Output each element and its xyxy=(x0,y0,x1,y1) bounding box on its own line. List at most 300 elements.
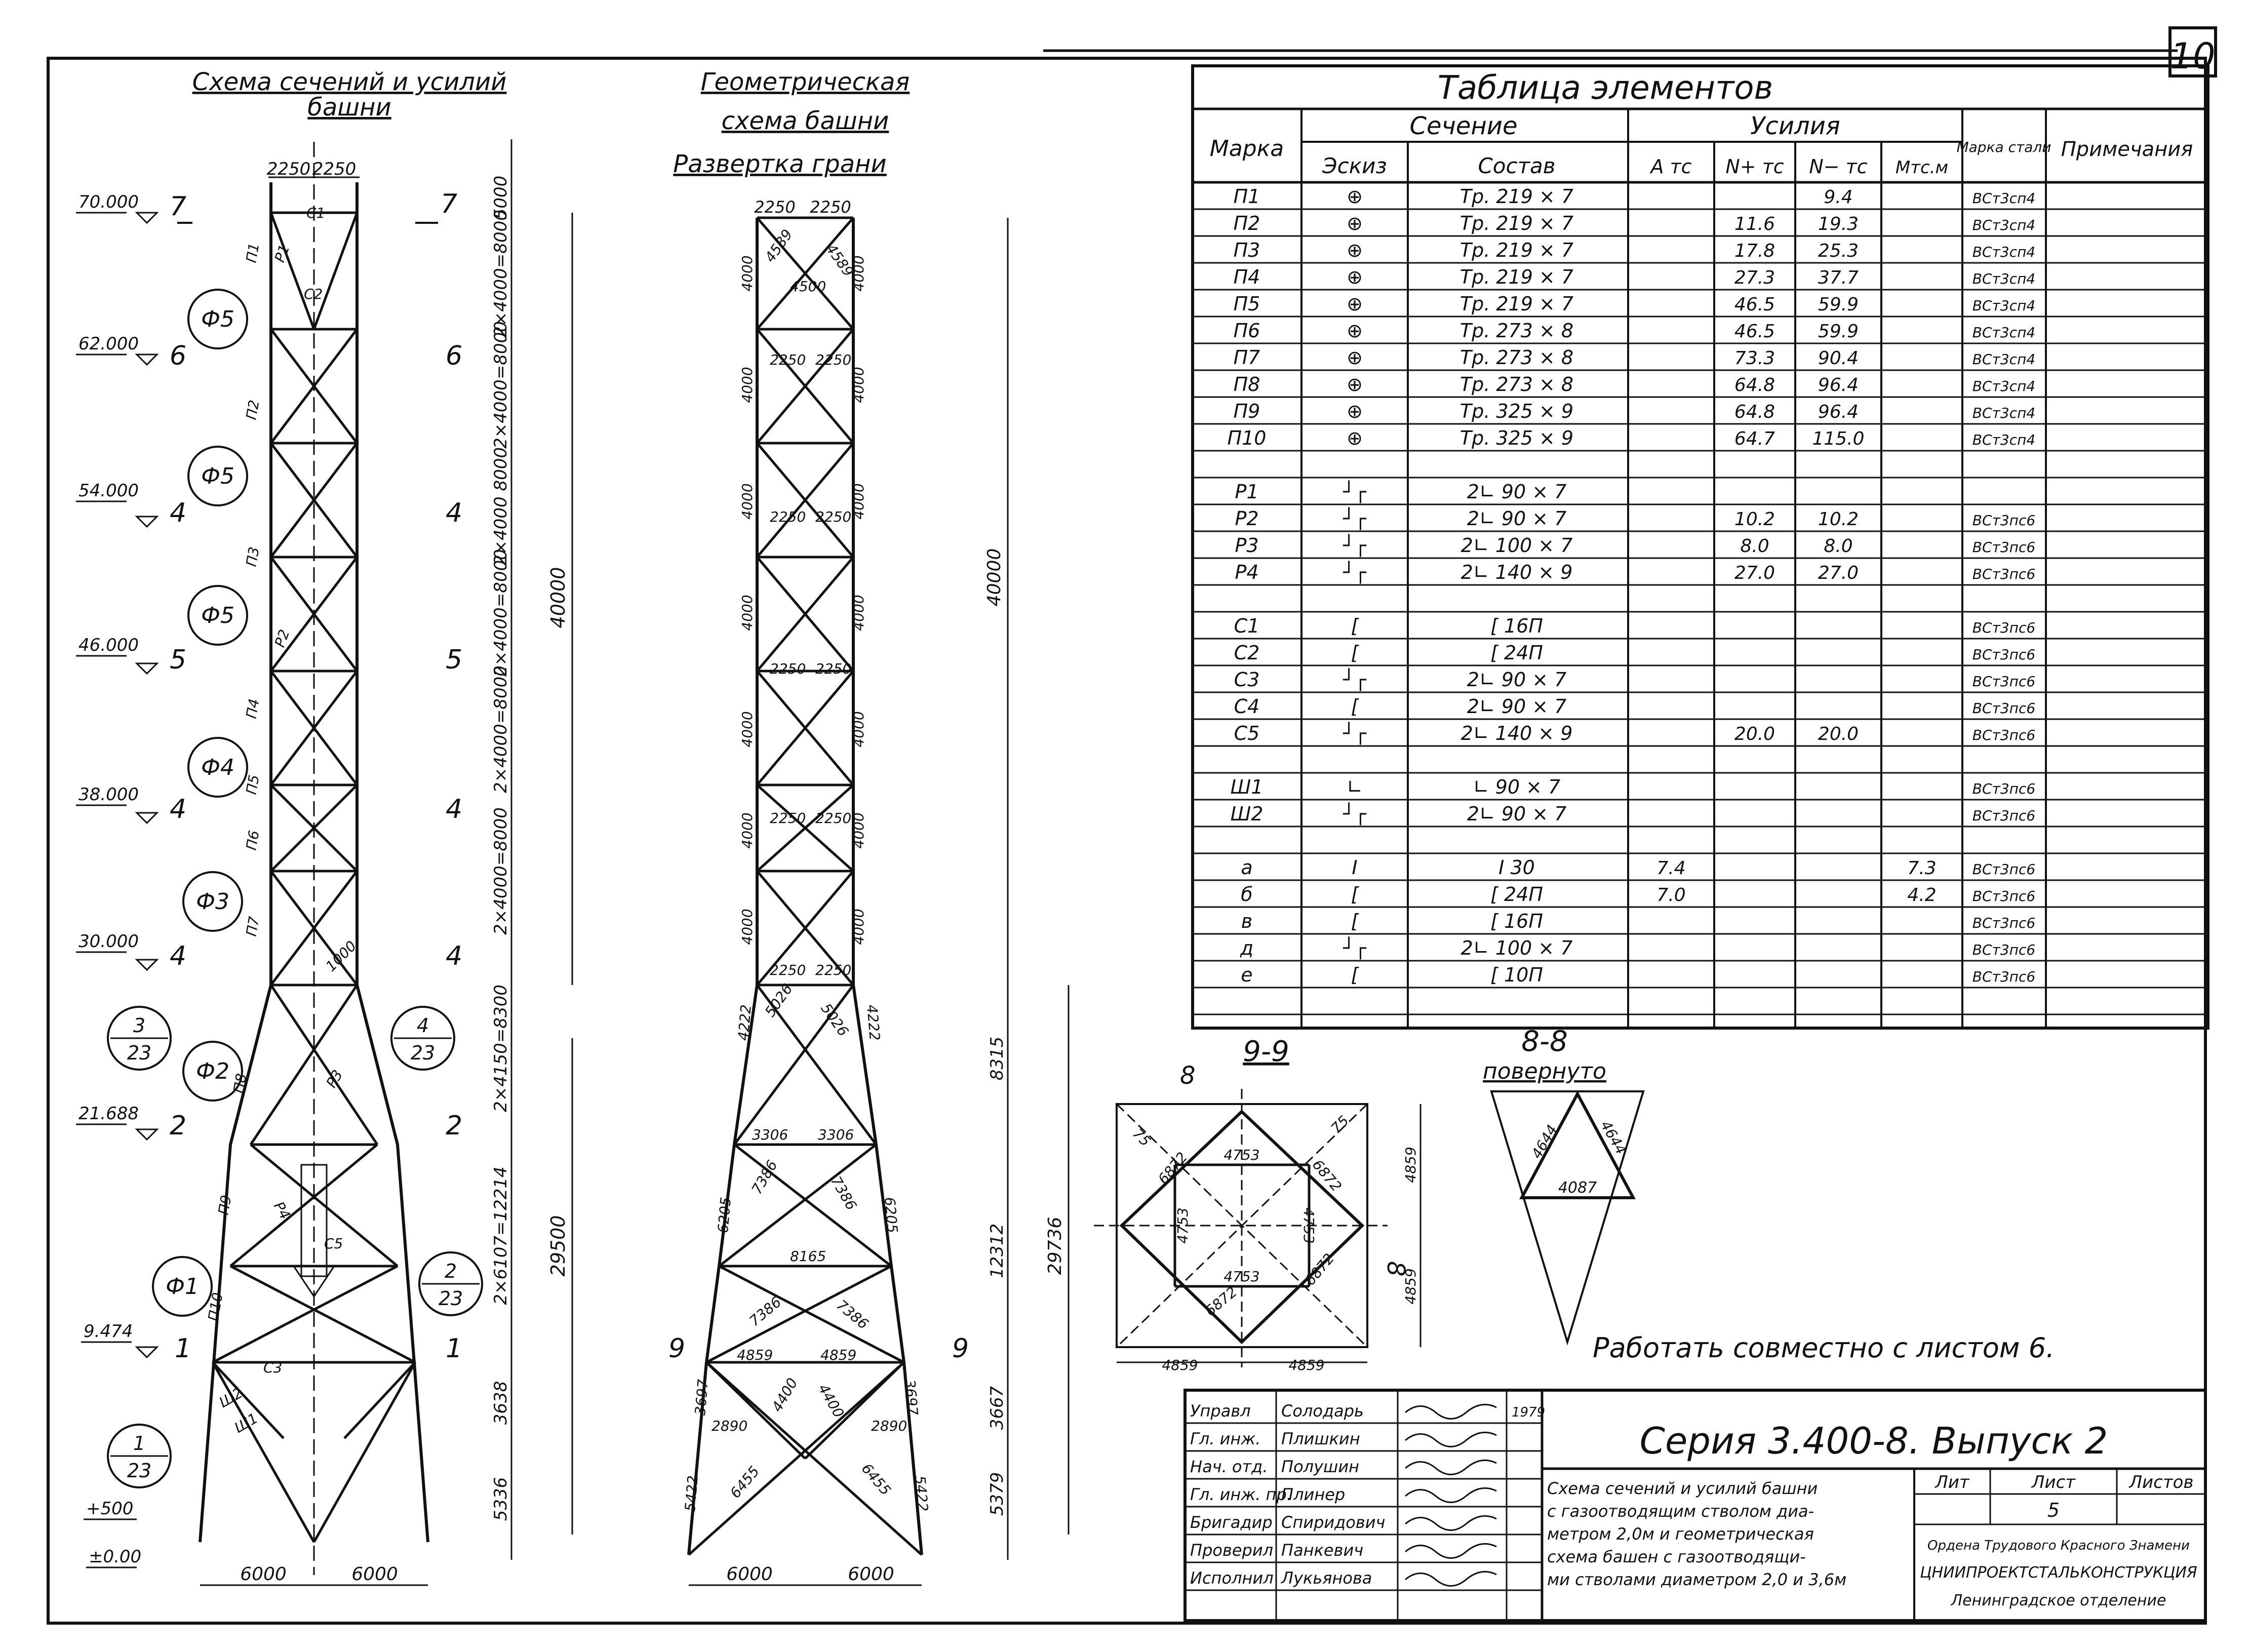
table-cell-n1: 73.3 xyxy=(1734,348,1775,369)
svg-text:3638: 3638 xyxy=(491,1381,511,1425)
table-cell-mark: П2 xyxy=(1233,212,1260,234)
total-dim-40000: 40000 xyxy=(547,567,569,628)
stamp-role: Гл. инж. xyxy=(1190,1429,1261,1448)
svg-text:2890: 2890 xyxy=(871,1418,907,1434)
phi-circles xyxy=(153,290,247,1316)
svg-text:3697: 3697 xyxy=(901,1379,922,1417)
svg-text:4: 4 xyxy=(170,498,187,528)
svg-text:ми стволами диаметром 2,0 и 3,: ми стволами диаметром 2,0 и 3,6м xyxy=(1547,1570,1847,1589)
svg-text:Р2: Р2 xyxy=(271,627,293,650)
table-cell-sketch: ⊕ xyxy=(1347,346,1363,369)
geo-title-line3: Развертка грани xyxy=(673,150,887,178)
table-cell-comp: 2∟ 90 × 7 xyxy=(1467,803,1567,825)
level-markers xyxy=(76,191,192,1567)
table-cell-n2: 10.2 xyxy=(1818,509,1859,530)
svg-text:4753: 4753 xyxy=(1174,1207,1191,1244)
svg-text:5: 5 xyxy=(170,645,187,675)
svg-text:4000: 4000 xyxy=(739,483,756,520)
svg-text:2250: 2250 xyxy=(754,198,796,217)
total-dim-29500: 29500 xyxy=(547,1215,569,1277)
element-labels xyxy=(205,205,360,1436)
svg-text:2×4000=8000: 2×4000=8000 xyxy=(491,210,511,337)
table-cell-sketch: I xyxy=(1352,856,1358,879)
table-cell-n2: 37.7 xyxy=(1818,267,1859,288)
svg-text:Ф5: Ф5 xyxy=(201,306,234,332)
svg-text:1: 1 xyxy=(133,1432,146,1454)
table-cell-comp: Тр. 325 × 9 xyxy=(1459,427,1574,449)
table-cell-n1: 20.0 xyxy=(1734,724,1775,744)
level-62: 62.000 xyxy=(78,334,139,354)
table-cell-comp: 2∟ 100 × 7 xyxy=(1460,534,1573,557)
svg-text:40000: 40000 xyxy=(984,548,1005,607)
section-9-9 xyxy=(1094,1035,1420,1373)
table-cell-sketch: ⊕ xyxy=(1347,427,1363,449)
svg-text:Эскиз: Эскиз xyxy=(1322,153,1387,178)
level-54: 54.000 xyxy=(78,481,139,501)
svg-text:Марка стали: Марка стали xyxy=(1956,139,2051,155)
stamp-name: Полушин xyxy=(1281,1457,1360,1476)
svg-text:29736: 29736 xyxy=(1045,1216,1065,1275)
svg-text:23: 23 xyxy=(127,1460,152,1482)
table-cell-n1: 11.6 xyxy=(1734,214,1775,234)
svg-text:7386: 7386 xyxy=(833,1296,872,1333)
table-cell-steel: ВСт3пс6 xyxy=(1972,941,2036,958)
table-cell-comp: Тр. 219 × 7 xyxy=(1459,266,1574,288)
svg-text:Ф1: Ф1 xyxy=(166,1274,199,1300)
svg-text:Ф3: Ф3 xyxy=(196,889,229,915)
table-cell-mark: П7 xyxy=(1233,346,1260,369)
svg-text:23: 23 xyxy=(438,1287,463,1310)
table-cell-sketch: [ xyxy=(1351,910,1359,932)
table-cell-mark: Р4 xyxy=(1235,561,1259,583)
svg-text:6205: 6205 xyxy=(881,1196,901,1234)
table-cell-steel: ВСт3пс6 xyxy=(1972,780,2036,797)
svg-text:А тс: А тс xyxy=(1650,155,1692,178)
table-cell-comp: Тр. 219 × 7 xyxy=(1459,185,1574,208)
svg-text:2×4000=8000: 2×4000=8000 xyxy=(491,665,511,793)
svg-text:Ф5: Ф5 xyxy=(201,463,234,489)
left-bottom-dim-1: 6000 xyxy=(240,1564,287,1585)
svg-text:1: 1 xyxy=(175,1333,192,1364)
table-cell-comp: [ 24П xyxy=(1490,883,1543,906)
table-cell-sketch: [ xyxy=(1351,964,1359,986)
svg-text:6872: 6872 xyxy=(1301,1250,1338,1289)
svg-text:4859: 4859 xyxy=(1402,1268,1419,1305)
table-cell-comp: [ 16П xyxy=(1490,910,1543,932)
table-cell-n1: 10.2 xyxy=(1734,509,1775,530)
table-cell-n2: 59.9 xyxy=(1818,294,1859,315)
svg-text:4000: 4000 xyxy=(739,367,756,403)
svg-text:2250: 2250 xyxy=(815,810,852,827)
table-cell-mark: в xyxy=(1241,910,1253,932)
svg-text:Ш1: Ш1 xyxy=(231,1409,261,1437)
table-cell-steel: ВСт3пс6 xyxy=(1972,646,2036,663)
svg-text:N+ тс: N+ тс xyxy=(1725,155,1784,178)
stamp-name: Плинер xyxy=(1281,1485,1346,1504)
level-21: 21.688 xyxy=(78,1104,139,1124)
table-cell-steel: ВСт3сп4 xyxy=(1972,244,2036,260)
svg-text:П2: П2 xyxy=(243,399,263,421)
svg-text:5026: 5026 xyxy=(761,980,796,1020)
svg-text:2250: 2250 xyxy=(770,351,806,368)
svg-text:5336: 5336 xyxy=(491,1477,511,1521)
svg-text:4753: 4753 xyxy=(1223,1268,1260,1285)
section-8-8 xyxy=(1483,1025,1643,1342)
svg-text:7386: 7386 xyxy=(748,1157,781,1197)
svg-text:6455: 6455 xyxy=(858,1460,894,1499)
table-cell-n1: 17.8 xyxy=(1734,241,1775,261)
svg-text:3: 3 xyxy=(133,1014,146,1037)
svg-text:повернуто: повернуто xyxy=(1483,1058,1606,1084)
svg-text:4753: 4753 xyxy=(1223,1147,1260,1163)
svg-text:2250: 2250 xyxy=(815,508,852,525)
table-cell-m: 7.3 xyxy=(1907,858,1937,879)
svg-text:3306: 3306 xyxy=(818,1126,854,1143)
table-cell-mark: Ш2 xyxy=(1230,803,1264,825)
svg-text:Лист: Лист xyxy=(2031,1472,2076,1492)
table-cell-sketch: ⊕ xyxy=(1347,239,1363,261)
svg-text:6455: 6455 xyxy=(727,1463,763,1502)
svg-text:5379: 5379 xyxy=(987,1472,1007,1516)
stamp-name: Спиридович xyxy=(1281,1513,1386,1532)
svg-text:4753: 4753 xyxy=(1300,1207,1317,1244)
signature-mark xyxy=(1405,1516,1496,1530)
svg-text:7386: 7386 xyxy=(827,1173,860,1213)
svg-text:2×4150=8300: 2×4150=8300 xyxy=(491,985,511,1112)
table-cell-mark: П9 xyxy=(1233,400,1260,422)
svg-text:2250: 2250 xyxy=(770,660,806,677)
segment-dims xyxy=(491,176,511,1521)
signature-mark xyxy=(1405,1460,1496,1474)
stamp-role: Проверил xyxy=(1190,1541,1274,1560)
svg-text:N− тс: N− тс xyxy=(1809,155,1868,178)
table-cell-sketch: ⊕ xyxy=(1347,373,1363,396)
table-cell-comp: Тр. 325 × 9 xyxy=(1459,400,1574,422)
level-46: 46.000 xyxy=(78,635,139,655)
svg-text:4859: 4859 xyxy=(820,1347,857,1363)
svg-text:4: 4 xyxy=(170,941,187,971)
table-cell-steel: ВСт3пс6 xyxy=(1972,888,2036,904)
table-cell-m: 4.2 xyxy=(1907,885,1937,906)
table-cell-sketch: ⊕ xyxy=(1347,400,1363,422)
svg-text:2250: 2250 xyxy=(815,962,852,978)
svg-text:Ш2: Ш2 xyxy=(216,1384,246,1411)
table-cell-steel: ВСт3сп4 xyxy=(1972,431,2036,448)
table-cell-n1: 64.8 xyxy=(1734,402,1775,422)
table-cell-sketch: [ xyxy=(1351,642,1359,664)
table-cell-mark: П6 xyxy=(1233,320,1260,342)
svg-text:Р4: Р4 xyxy=(270,1199,294,1223)
table-cell-steel: ВСт3пс6 xyxy=(1972,727,2036,743)
table-cell-mark: д xyxy=(1240,937,1254,959)
svg-text:23: 23 xyxy=(410,1042,436,1064)
level-500: +500 xyxy=(86,1499,134,1519)
table-title: Таблица элементов xyxy=(1437,69,1773,107)
table-cell-comp: I 30 xyxy=(1498,856,1535,879)
table-cell-n1: 8.0 xyxy=(1740,536,1769,557)
stamp-name: Панкевич xyxy=(1281,1541,1364,1560)
table-cell-mark: П8 xyxy=(1233,373,1260,396)
svg-text:4: 4 xyxy=(446,498,463,528)
stamp-role: Нач. отд. xyxy=(1190,1457,1268,1476)
svg-text:4000: 4000 xyxy=(739,595,756,631)
svg-text:2: 2 xyxy=(444,1260,457,1282)
left-scheme xyxy=(76,68,572,1585)
svg-text:6000: 6000 xyxy=(848,1564,894,1585)
svg-text:5: 5 xyxy=(446,645,463,675)
svg-text:6000: 6000 xyxy=(726,1564,773,1585)
table-cell-steel: ВСт3пс6 xyxy=(1972,673,2036,690)
stamp-role: Исполнил xyxy=(1190,1568,1274,1588)
svg-text:5000: 5000 xyxy=(491,175,511,220)
table-cell-n2: 27.0 xyxy=(1818,563,1859,583)
table-cell-n2: 90.4 xyxy=(1818,348,1859,369)
svg-text:2890: 2890 xyxy=(712,1418,748,1434)
svg-text:Сечение: Сечение xyxy=(1409,112,1518,140)
svg-text:4500: 4500 xyxy=(790,278,826,295)
note-text: Работать совместно с листом 6. xyxy=(1593,1332,2055,1364)
series: Серия 3.400-8. Выпуск 2 xyxy=(1639,1420,2108,1462)
svg-text:С5: С5 xyxy=(324,1235,343,1252)
table-cell-mark: П5 xyxy=(1233,293,1260,315)
table-cell-n2: 25.3 xyxy=(1818,241,1859,261)
table-cell-steel: ВСт3пс6 xyxy=(1972,619,2036,636)
svg-text:Ленинградское отделение: Ленинградское отделение xyxy=(1951,1592,2166,1609)
table-cell-comp: 2∟ 90 × 7 xyxy=(1467,695,1567,718)
table-cell-steel: ВСт3сп4 xyxy=(1972,324,2036,341)
svg-text:8: 8 xyxy=(1381,1261,1410,1277)
svg-text:4000: 4000 xyxy=(739,255,756,292)
table-cell-steel: ВСт3сп4 xyxy=(1972,217,2036,233)
svg-text:схема башен с газоотводящи-: схема башен с газоотводящи- xyxy=(1547,1547,1806,1566)
table-cell-steel: ВСт3сп4 xyxy=(1972,190,2036,207)
table-cell-sketch: ┘┌ xyxy=(1343,507,1366,530)
svg-text:П10: П10 xyxy=(205,1291,226,1323)
svg-text:8: 8 xyxy=(1180,1061,1196,1090)
svg-text:П7: П7 xyxy=(243,915,263,938)
elements-table xyxy=(1193,66,2208,1028)
table-cell-mark: а xyxy=(1241,856,1253,879)
svg-text:2×4000=8000: 2×4000=8000 xyxy=(491,321,511,449)
svg-text:4222: 4222 xyxy=(863,1004,884,1042)
svg-text:6872: 6872 xyxy=(1202,1283,1241,1320)
table-cell-sketch: ∟ xyxy=(1347,776,1363,798)
table-cell-n2: 115.0 xyxy=(1812,428,1865,449)
sheet-number: 10 xyxy=(2170,35,2216,77)
svg-text:П5: П5 xyxy=(243,773,263,796)
left-title-line2: башни xyxy=(307,93,391,122)
table-cell-comp: [ 10П xyxy=(1490,964,1543,986)
geo-title-line2: схема башни xyxy=(721,107,889,135)
table-cell-mark: б xyxy=(1241,883,1253,906)
table-cell-mark: Р1 xyxy=(1235,481,1259,503)
svg-text:С3: С3 xyxy=(263,1359,283,1376)
svg-text:4000: 4000 xyxy=(850,483,867,520)
table-cell-mark: П4 xyxy=(1233,266,1260,288)
svg-text:4: 4 xyxy=(446,794,463,824)
svg-text:Р3: Р3 xyxy=(323,1067,346,1091)
table-cell-n2: 8.0 xyxy=(1824,536,1853,557)
table-cell-sketch: ⊕ xyxy=(1347,185,1363,208)
table-cell-n2: 96.4 xyxy=(1818,375,1859,396)
table-cell-mark: П10 xyxy=(1227,427,1267,449)
svg-text:4000: 4000 xyxy=(850,812,867,849)
table-cell-n1: 64.7 xyxy=(1734,428,1775,449)
level-38: 38.000 xyxy=(78,784,139,805)
table-cell-steel: ВСт3пс6 xyxy=(1972,807,2036,824)
svg-text:Ф5: Ф5 xyxy=(201,603,234,628)
svg-text:2250: 2250 xyxy=(810,198,851,217)
svg-text:2×4000=8000: 2×4000=8000 xyxy=(491,807,511,935)
svg-text:6: 6 xyxy=(446,341,463,371)
table-cell-steel: ВСт3пс6 xyxy=(1972,861,2036,878)
svg-text:8165: 8165 xyxy=(790,1248,826,1265)
svg-text:3306: 3306 xyxy=(752,1126,788,1143)
svg-text:П3: П3 xyxy=(243,545,263,568)
svg-text:9: 9 xyxy=(668,1333,686,1364)
svg-text:4: 4 xyxy=(416,1014,429,1037)
svg-text:4000: 4000 xyxy=(739,711,756,748)
svg-text:С2: С2 xyxy=(304,286,323,302)
table-cell-mark: С5 xyxy=(1234,722,1260,744)
table-cell-n1: 46.5 xyxy=(1734,294,1775,315)
left-bottom-dim-2: 6000 xyxy=(351,1564,398,1585)
svg-text:4222: 4222 xyxy=(734,1004,755,1042)
table-cell-a: 7.0 xyxy=(1656,885,1686,906)
table-cell-mark: С4 xyxy=(1234,695,1260,718)
svg-text:4644: 4644 xyxy=(1597,1118,1630,1158)
table-cell-comp: 2∟ 90 × 7 xyxy=(1467,668,1567,691)
table-cell-n2: 9.4 xyxy=(1824,187,1853,208)
svg-text:Состав: Состав xyxy=(1478,153,1556,178)
svg-text:2250: 2250 xyxy=(815,351,852,368)
svg-text:5422: 5422 xyxy=(911,1475,932,1513)
table-cell-n1: 46.5 xyxy=(1734,321,1775,342)
svg-text:6205: 6205 xyxy=(714,1196,735,1234)
svg-text:4859: 4859 xyxy=(1162,1357,1198,1373)
svg-text:4644: 4644 xyxy=(1528,1122,1561,1162)
svg-text:4: 4 xyxy=(170,794,187,824)
svg-text:23: 23 xyxy=(127,1042,152,1064)
signature-mark xyxy=(1405,1544,1496,1558)
svg-text:2×6107=12214: 2×6107=12214 xyxy=(491,1166,511,1305)
svg-text:75: 75 xyxy=(1129,1125,1154,1150)
svg-text:П8: П8 xyxy=(230,1072,250,1095)
svg-text:2×4000=8000: 2×4000=8000 xyxy=(491,549,511,677)
table-cell-n1: 27.3 xyxy=(1734,267,1775,288)
table-cell-mark: С1 xyxy=(1234,615,1260,637)
svg-text:6872: 6872 xyxy=(1155,1149,1191,1188)
svg-text:8315: 8315 xyxy=(987,1036,1007,1081)
svg-text:7386: 7386 xyxy=(746,1293,785,1330)
table-cell-comp: Тр. 219 × 7 xyxy=(1459,239,1574,261)
svg-text:7: 7 xyxy=(170,191,187,222)
svg-text:П1: П1 xyxy=(243,242,263,264)
svg-text:Лит: Лит xyxy=(1935,1472,1969,1492)
table-cell-sketch: ┘┌ xyxy=(1343,722,1366,744)
svg-text:4000: 4000 xyxy=(850,909,867,945)
stamp-name: Солодарь xyxy=(1281,1401,1364,1421)
svg-text:4000: 4000 xyxy=(850,367,867,403)
table-rows xyxy=(1193,185,2208,1014)
svg-text:ЦНИИПРОЕКТСТАЛЬКОНСТРУКЦИЯ: ЦНИИПРОЕКТСТАЛЬКОНСТРУКЦИЯ xyxy=(1920,1564,2197,1582)
svg-text:Усилия: Усилия xyxy=(1750,112,1840,140)
table-cell-mark: П1 xyxy=(1233,185,1260,208)
table-cell-sketch: ┘┌ xyxy=(1343,481,1366,503)
table-cell-sketch: ┘┌ xyxy=(1343,803,1366,825)
svg-text:4000: 4000 xyxy=(739,909,756,945)
svg-text:9: 9 xyxy=(952,1333,969,1364)
geometric-scheme xyxy=(668,68,1069,1585)
table-cell-n1: 64.8 xyxy=(1734,375,1775,396)
table-cell-comp: ∟ 90 × 7 xyxy=(1473,776,1561,798)
table-cell-mark: П3 xyxy=(1233,239,1260,261)
table-cell-n2: 19.3 xyxy=(1818,214,1859,234)
svg-text:4087: 4087 xyxy=(1558,1179,1597,1197)
table-cell-comp: Тр. 273 × 8 xyxy=(1459,346,1574,369)
stamp-role: Бригадир xyxy=(1190,1513,1273,1532)
table-cell-comp: Тр. 219 × 7 xyxy=(1459,293,1574,315)
stamp-date: 1979 xyxy=(1512,1405,1546,1420)
svg-text:2250: 2250 xyxy=(770,810,806,827)
table-cell-sketch: ⊕ xyxy=(1347,266,1363,288)
svg-text:2×4000 8000: 2×4000 8000 xyxy=(491,447,511,566)
table-cell-comp: Тр. 219 × 7 xyxy=(1459,212,1574,234)
svg-text:4400: 4400 xyxy=(768,1375,801,1415)
svg-text:75: 75 xyxy=(1327,1112,1353,1137)
left-top-dim-2: 2250 xyxy=(312,159,357,179)
svg-text:с газоотводящим стволом диа-: с газоотводящим стволом диа- xyxy=(1547,1502,1814,1521)
svg-text:Мтс.м: Мтс.м xyxy=(1895,158,1949,178)
level-30: 30.000 xyxy=(78,931,139,952)
table-cell-sketch: ┘┌ xyxy=(1343,561,1366,583)
table-cell-comp: 2∟ 140 × 9 xyxy=(1460,561,1573,583)
svg-text:3667: 3667 xyxy=(987,1386,1007,1430)
table-cell-n2: 59.9 xyxy=(1818,321,1859,342)
table-cell-a: 7.4 xyxy=(1656,858,1686,879)
svg-text:2250: 2250 xyxy=(770,962,806,978)
table-cell-sketch: ⊕ xyxy=(1347,212,1363,234)
svg-text:6872: 6872 xyxy=(1309,1156,1345,1195)
table-cell-mark: Р3 xyxy=(1235,534,1259,557)
table-cell-comp: 2∟ 90 × 7 xyxy=(1467,481,1567,503)
stamp-name: Лукьянова xyxy=(1281,1568,1372,1588)
left-title-line1: Схема сечений и усилий xyxy=(192,68,507,96)
svg-text:4859: 4859 xyxy=(1402,1147,1419,1183)
signature-mark xyxy=(1405,1432,1496,1446)
stamp-name: Плишкин xyxy=(1281,1429,1360,1448)
signature-mark xyxy=(1405,1488,1496,1502)
svg-text:5422: 5422 xyxy=(681,1475,702,1513)
svg-text:1000: 1000 xyxy=(322,937,360,975)
table-cell-sketch: ⊕ xyxy=(1347,293,1363,315)
title-block xyxy=(1185,1390,2205,1621)
svg-text:12312: 12312 xyxy=(987,1223,1007,1279)
svg-text:2: 2 xyxy=(446,1111,463,1141)
table-cell-steel: ВСт3сп4 xyxy=(1972,351,2036,368)
svg-text:Примечания: Примечания xyxy=(2061,138,2193,161)
svg-text:4: 4 xyxy=(446,941,463,971)
table-cell-steel: ВСт3пс6 xyxy=(1972,512,2036,529)
geo-title-line1: Геометрическая xyxy=(700,68,910,96)
table-cell-n1: 27.0 xyxy=(1734,563,1775,583)
svg-text:П4: П4 xyxy=(243,697,263,720)
table-cell-comp: Тр. 273 × 8 xyxy=(1459,320,1574,342)
table-cell-steel: ВСт3пс6 xyxy=(1972,539,2036,556)
svg-text:П6: П6 xyxy=(243,829,263,852)
table-cell-sketch: [ xyxy=(1351,883,1359,906)
svg-text:метром 2,0м и геометрическая: метром 2,0м и геометрическая xyxy=(1547,1524,1814,1544)
